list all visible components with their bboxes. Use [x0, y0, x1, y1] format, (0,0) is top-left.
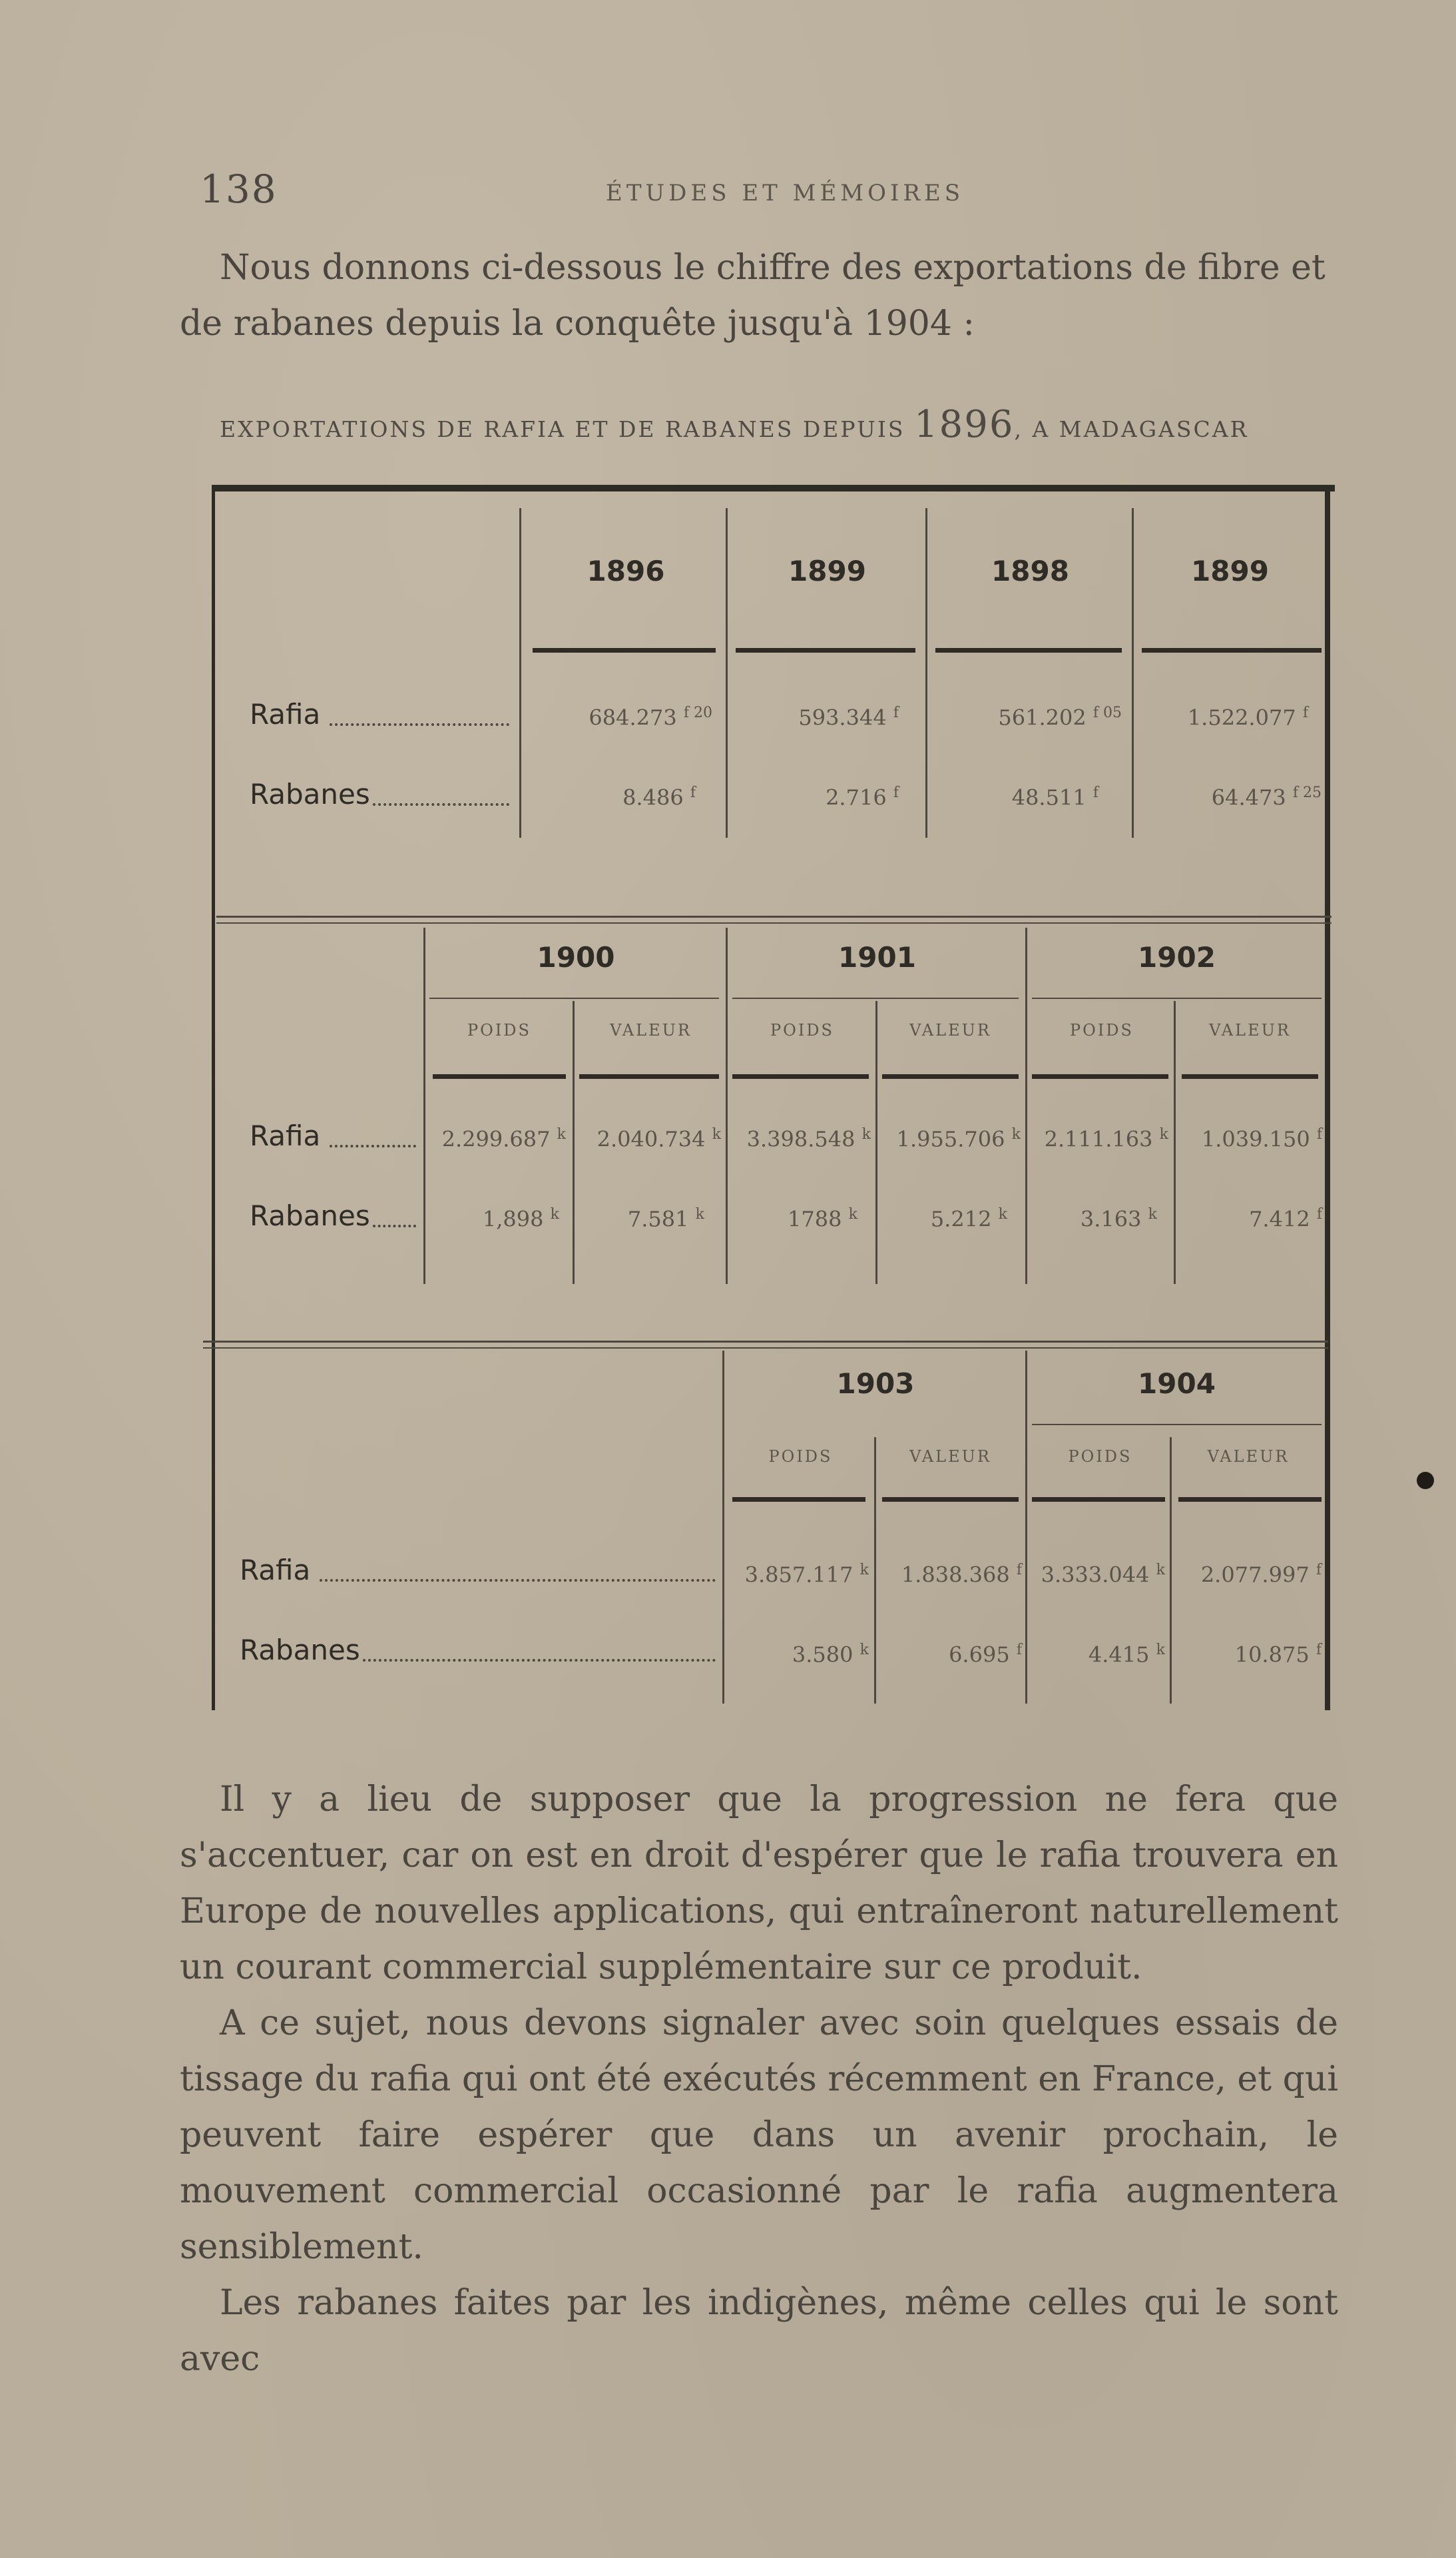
table-cell: 4.415 $^k$ [1088, 1642, 1165, 1668]
table-cell: 48.511 $^f$ [1011, 785, 1098, 810]
row-label-rafia: Rafia [240, 1554, 311, 1586]
subheader-poids: POIDS [770, 1021, 834, 1040]
table-cell: 6.695 $^f$ [949, 1642, 1022, 1668]
subheader-valeur: VALEUR [909, 1447, 991, 1466]
caption-prefix: EXPORTATIONS DE RAFIA ET DE RABANES DEPUIS [220, 416, 905, 442]
row-label-rabanes: Rabanes [250, 778, 370, 810]
table-section-1903-1904 [200, 485, 1335, 1710]
subheader-valeur: VALEUR [1207, 1447, 1290, 1466]
table-cell: 5.212 $^k$ [930, 1206, 1007, 1232]
row-label-rabanes: Rabanes [240, 1634, 360, 1666]
table-cell: 2.040.734 $^k$ [597, 1126, 721, 1152]
leader-dots [320, 1554, 716, 1582]
subheader-poids: POIDS [1070, 1021, 1134, 1040]
table-cell: 3.333.044 $^k$ [1041, 1562, 1165, 1588]
year-header: 1899 [1191, 555, 1269, 587]
table-cell: 2.077.997 $^f$ [1200, 1562, 1322, 1588]
table-cell: 593.344 $^f$ [798, 705, 899, 731]
table-cell: 684.273 $^{f 20}$ [589, 705, 712, 731]
table-cell: 3.163 $^k$ [1080, 1206, 1157, 1232]
exports-table [200, 485, 1335, 1710]
row-label-rabanes: Rabanes [250, 1199, 370, 1232]
running-title: ÉTUDES ET MÉMOIRES [606, 180, 965, 206]
subheader-poids: POIDS [467, 1021, 531, 1040]
table-cell: 10.875 $^f$ [1234, 1642, 1322, 1668]
table-cell: 2.299.687 $^k$ [441, 1126, 566, 1152]
paragraph: A ce sujet, nous devons signaler avec soin quelques essais de tissage du rafia qui ont été exécutés récemment en France, et qui peuvent faire espérer que dans un avenir prochain, le mouvement commercial occasionné par le rafia augmentera sensiblement. [180, 2003, 1338, 2267]
header-underline [732, 1497, 865, 1502]
year-header: 1896 [587, 555, 665, 587]
subheader-poids: POIDS [1068, 1447, 1132, 1466]
intro-text: Nous donnons ci-dessous le chiffre des exportations de fibre et de rabanes depuis la conquête jusqu'à 1904 : [180, 248, 1326, 344]
year-header: 1903 [836, 1367, 915, 1400]
table-cell: 3.857.117 $^k$ [744, 1562, 869, 1588]
table-cell: 1,898 $^k$ [482, 1206, 559, 1232]
table-cell: 1.838.368 $^f$ [901, 1562, 1022, 1588]
caption-year: 1896 [913, 403, 1015, 446]
table-cell: 561.202 $^{f 05}$ [998, 705, 1122, 731]
table-cell: 1788 $^k$ [788, 1206, 857, 1232]
subheader-valeur: VALEUR [610, 1021, 692, 1040]
subheader-valeur: VALEUR [1209, 1021, 1291, 1040]
intro-paragraph [180, 240, 1338, 352]
ink-spot [1417, 1472, 1434, 1489]
table-cell: 3.398.548 $^k$ [746, 1126, 871, 1152]
table-cell: 2.111.163 $^k$ [1044, 1126, 1168, 1152]
year-header: 1902 [1138, 941, 1216, 974]
header-underline [1032, 1497, 1165, 1502]
year-header: 1901 [838, 941, 916, 974]
table-cell: 1.955.706 $^k$ [896, 1126, 1021, 1152]
subheader-valeur: VALEUR [909, 1021, 991, 1040]
paragraph: Les rabanes faites par les indigènes, même celles qui le sont avec [180, 2283, 1338, 2379]
table-cell: 1.039.150 $^f$ [1201, 1126, 1322, 1152]
table-cell: 8.486 $^f$ [622, 785, 696, 810]
page-header [200, 166, 1345, 213]
year-underline [1032, 1424, 1322, 1425]
row-label-rafia: Rafia [250, 1119, 321, 1152]
page-number: 138 [200, 166, 278, 212]
leader-dots [363, 1634, 716, 1662]
row-label-rafia: Rafia [250, 698, 321, 731]
year-header: 1898 [991, 555, 1069, 587]
year-header: 1899 [788, 555, 866, 587]
table-caption [220, 403, 1351, 446]
subheader-poids: POIDS [768, 1447, 833, 1466]
header-underline [882, 1497, 1019, 1502]
table-cell: 7.412 $^f$ [1249, 1206, 1322, 1232]
header-underline [1178, 1497, 1322, 1502]
table-cell: 1.522.077 $^f$ [1187, 705, 1308, 731]
column-rule [722, 1351, 724, 1704]
table-cell: 2.716 $^f$ [826, 785, 899, 810]
year-header: 1904 [1138, 1367, 1216, 1400]
table-cell: 7.581 $^k$ [627, 1206, 704, 1232]
table-cell: 3.580 $^k$ [792, 1642, 869, 1668]
caption-suffix: , A MADAGASCAR [1014, 416, 1249, 442]
body-text [180, 1771, 1338, 2387]
paragraph: Il y a lieu de supposer que la progression ne fera que s'accentuer, car on est en droit d'espérer que le rafia trouvera en Europe de nouvelles applications, qui entraîneront naturellement un courant commercial supplémentaire sur ce produit. [180, 1779, 1338, 1987]
table-cell: 64.473 $^{f 25}$ [1211, 785, 1322, 810]
year-header: 1900 [537, 941, 615, 974]
